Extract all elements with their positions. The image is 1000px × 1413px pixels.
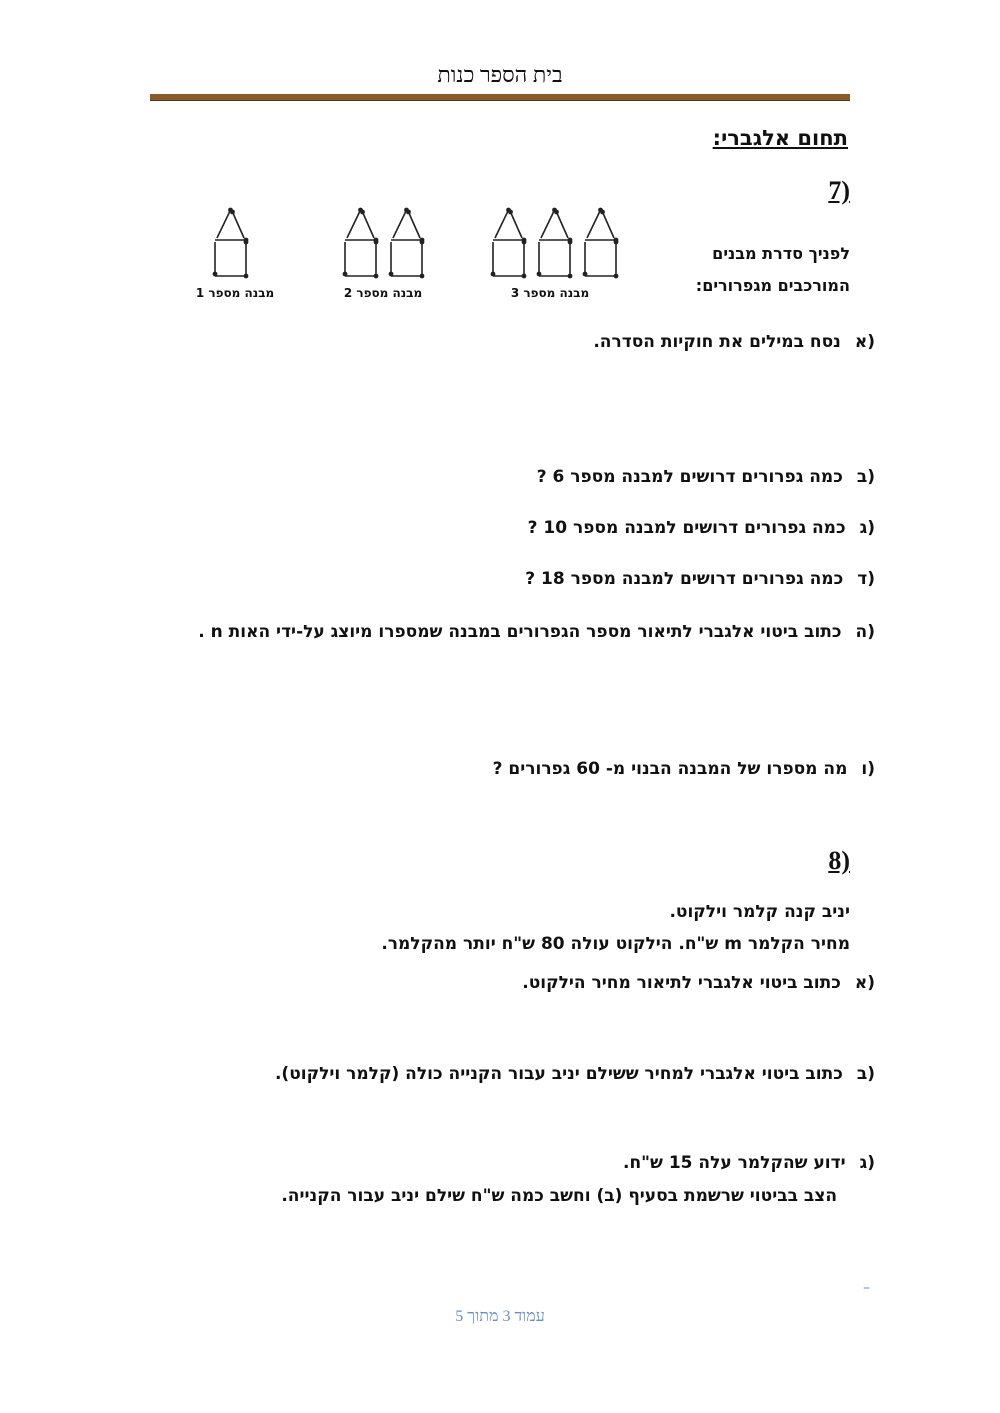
match-head [508, 210, 513, 215]
match-head [554, 210, 559, 215]
match-head [343, 272, 348, 277]
match-head [389, 272, 394, 277]
match-head [568, 274, 573, 279]
q8-line1: יניב קנה קלמר וילקוט. [669, 902, 850, 922]
q7-item-f-label: (ו [861, 759, 875, 779]
match-head [568, 240, 573, 245]
matchstick-roof [557, 212, 569, 238]
matchstick-roof [587, 210, 601, 238]
match-head [537, 272, 542, 277]
q7-item-e [198, 622, 875, 642]
q7-item-b-label: (ב [856, 467, 875, 487]
question-7-number: 7) [828, 176, 850, 205]
matchstick-roof [363, 212, 375, 238]
figure-3-caption: מבנה מספר 3 [510, 286, 590, 300]
page-number: עמוד 3 מתוך 5 [455, 1308, 545, 1325]
match-head [374, 274, 379, 279]
matchstick-roof [511, 212, 523, 238]
q7-intro-line1: לפניך סדרת מבנים [712, 244, 850, 263]
match-head [213, 272, 218, 277]
section-title: תחום אלגברי: [712, 126, 848, 150]
q8-item-c [623, 1153, 875, 1173]
q7-item-c [528, 518, 875, 538]
match-head [491, 272, 496, 277]
q7-item-a [593, 332, 875, 352]
q8-item-c-label: (ג [859, 1153, 875, 1173]
figure-1-caption: מבנה מספר 1 [195, 286, 275, 300]
matchstick-roof [603, 212, 615, 238]
q7-item-c-text: כמה גפרורים דרושים למבנה מספר 10 ? [527, 518, 846, 538]
matchstick-roof [347, 210, 361, 238]
q7-item-d-text: כמה גפרורים דרושים למבנה מספר 18 ? [525, 569, 844, 589]
match-head [374, 240, 379, 245]
match-head [583, 272, 588, 277]
q8-item-c-continuation: הצב בביטוי שרשמת בסעיף (ב) וחשב כמה ש"ח שילם יניב עבור הקנייה. [281, 1186, 837, 1206]
q8-item-a-text: כתוב ביטוי אלגברי לתיאור מחיר הילקוט. [522, 973, 841, 993]
q8-item-a [522, 973, 875, 993]
q7-item-c-label: (ג [859, 518, 875, 538]
matchstick-roof [495, 210, 509, 238]
q8-item-b-text: כתוב ביטוי אלגברי למחיר ששילם יניב עבור הקנייה כולה (קלמר וילקוט). [274, 1064, 843, 1084]
figure-2-caption: מבנה מספר 2 [343, 286, 423, 300]
q7-item-e-label: (ה [855, 622, 875, 642]
matchstick-roof [393, 210, 407, 238]
match-head [244, 240, 249, 245]
question-8-number: 8) [828, 846, 850, 875]
matchstick-roof [541, 210, 555, 238]
q7-item-f-text: מה מספרו של המבנה הבנוי מ- 60 גפרורים ? [492, 759, 848, 779]
match-head [230, 210, 235, 215]
q7-item-d [525, 569, 875, 589]
school-header: בית הספר כנות [437, 62, 563, 87]
q7-item-b [537, 467, 875, 487]
match-head [420, 274, 425, 279]
q8-item-a-label: (א [854, 973, 875, 993]
match-head [614, 274, 619, 279]
q7-item-b-text: כמה גפרורים דרושים למבנה מספר 6 ? [536, 467, 843, 487]
match-head [600, 210, 605, 215]
q7-item-a-text: נסח במילים את חוקיות הסדרה. [593, 332, 841, 352]
matchstick-figures [0, 0, 1000, 320]
q8-item-c-text: ידוע שהקלמר עלה 15 ש"ח. [623, 1153, 846, 1173]
match-head [406, 210, 411, 215]
q8-item-b [275, 1064, 875, 1084]
match-head [244, 274, 249, 279]
matchstick-roof [233, 212, 245, 238]
q8-line2: מחיר הקלמר m ש"ח. הילקוט עולה 80 ש"ח יותר מהקלמר. [381, 934, 850, 954]
match-head [522, 274, 527, 279]
footer-dash: – [863, 1280, 870, 1296]
q8-item-b-label: (ב [856, 1064, 875, 1084]
q7-item-e-text: כתוב ביטוי אלגברי לתיאור מספר הגפרורים במבנה שמספרו מיוצג על-ידי האות n . [198, 622, 842, 642]
q7-item-a-label: (א [854, 332, 875, 352]
matchstick-roof [217, 210, 231, 238]
matchstick-roof [409, 212, 421, 238]
match-head [614, 240, 619, 245]
q7-item-f [493, 759, 875, 779]
match-head [360, 210, 365, 215]
q7-intro-line2: המורכבים מגפרורים: [695, 276, 850, 295]
match-head [522, 240, 527, 245]
match-head [420, 240, 425, 245]
q7-item-d-label: (ד [857, 569, 875, 589]
